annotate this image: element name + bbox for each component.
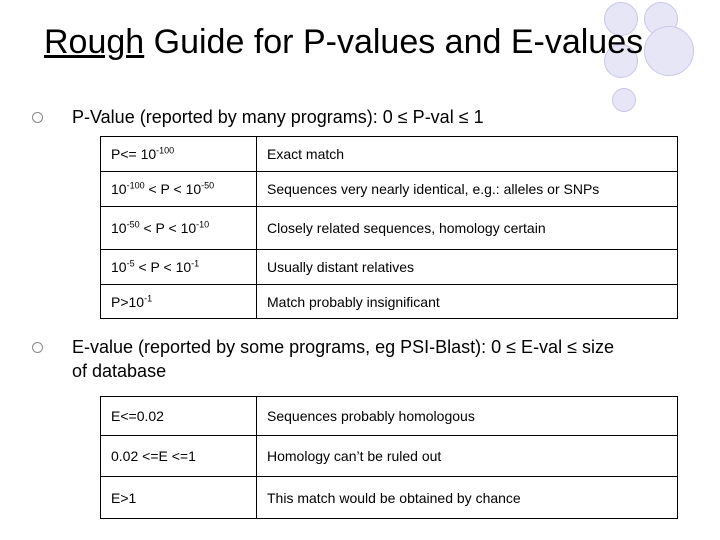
decorative-circle	[644, 26, 694, 76]
bullet-text: P-Value (reported by many programs): 0 ≤ P-val ≤ 1	[72, 107, 484, 127]
table-row	[101, 207, 678, 250]
p-description-cell: Sequences very nearly identical, e.g.: alleles or SNPs	[257, 172, 678, 207]
table-row	[101, 137, 678, 172]
e-condition-cell: 0.02 <=E <=1	[101, 436, 257, 477]
p-description-cell: Exact match	[257, 137, 678, 172]
bullet-icon	[32, 112, 43, 123]
table-row	[101, 397, 678, 436]
p-description-cell: Match probably insignificant	[257, 285, 678, 319]
e-condition-cell: E<=0.02	[101, 397, 257, 436]
table-row	[101, 285, 678, 319]
decorative-circle	[612, 88, 636, 112]
p-condition-cell: $10^{-50} < P < 10^{-10}$	[101, 207, 257, 250]
p-description-cell: Closely related sequences, homology certain	[257, 207, 678, 250]
e-value-table	[100, 396, 678, 519]
title-underlined: Rough	[44, 23, 145, 61]
table-row	[101, 172, 678, 207]
table-row	[101, 436, 678, 477]
bullet-text: E-value (reported by some programs, eg PSI-Blast): 0 ≤ E-val ≤ size	[72, 337, 614, 357]
e-description-cell: Homology can’t be ruled out	[257, 436, 678, 477]
bullet-icon	[32, 342, 43, 353]
p-description-cell: Usually distant relatives	[257, 250, 678, 285]
page-title	[44, 24, 644, 60]
p-condition-cell: $P>10^{-1}$	[101, 285, 257, 319]
p-condition-cell: $10^{-100} < P < 10^{-50}$	[101, 172, 257, 207]
table-row	[101, 477, 678, 519]
e-description-cell: This match would be obtained by chance	[257, 477, 678, 519]
p-value-table	[100, 136, 678, 319]
title-rest: Guide for P-values and E-values	[144, 23, 644, 61]
bullet-text-continued: of database	[72, 361, 167, 381]
e-description-cell: Sequences probably homologous	[257, 397, 678, 436]
p-condition-cell: $P<= 10^{-100}$	[101, 137, 257, 172]
table-row	[101, 250, 678, 285]
e-condition-cell: E>1	[101, 477, 257, 519]
p-condition-cell: $10^{-5} < P < 10^{-1}$	[101, 250, 257, 285]
